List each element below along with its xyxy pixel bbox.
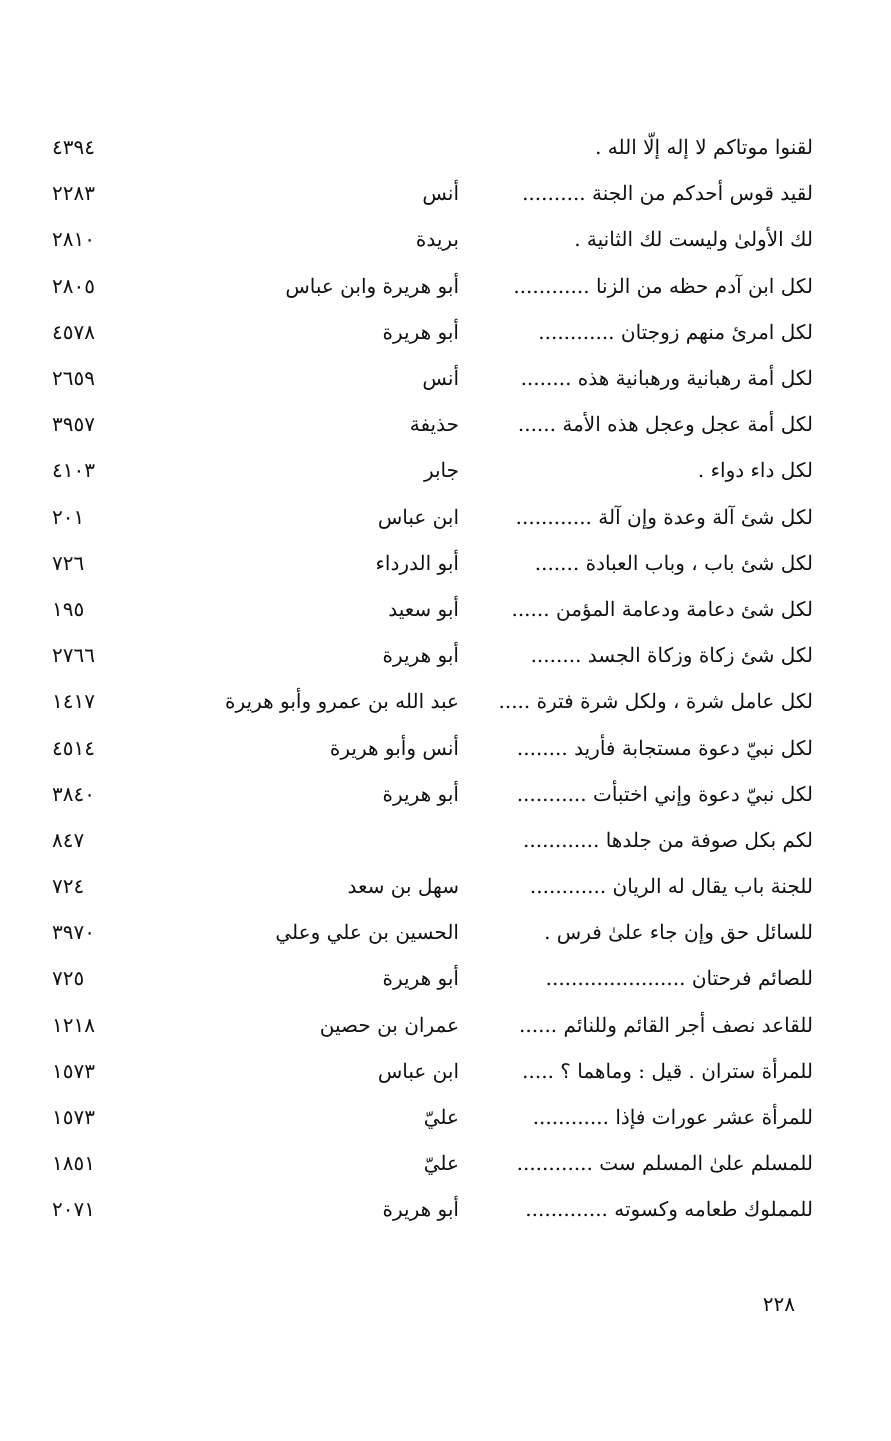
- narrator-name: أنس: [422, 181, 459, 206]
- narrator-name: عليّ: [423, 1105, 459, 1130]
- hadith-text: للمملوك طعامه وكسوته .............: [525, 1197, 813, 1222]
- index-row: [0, 1002, 891, 1048]
- index-row: [0, 632, 891, 678]
- index-row: [0, 1048, 891, 1094]
- hadith-text: لقنوا موتاكم لا إله إلّا الله .: [595, 135, 813, 160]
- hadith-text: لكل امرئ منهم زوجتان ............: [538, 319, 813, 344]
- index-row: [0, 124, 891, 170]
- hadith-number: ٢٠١: [52, 504, 85, 529]
- hadith-number: ٧٢٦: [52, 550, 85, 575]
- index-row: [0, 724, 891, 770]
- hadith-number: ١٥٧٣: [52, 1105, 95, 1130]
- index-row: [0, 355, 891, 401]
- hadith-number: ٧٢٤: [52, 874, 85, 899]
- hadith-text: لكل شئ آلة وعدة وإن آلة ............: [515, 504, 813, 529]
- hadith-text: للمرأة عشر عورات فإذا ............: [532, 1105, 813, 1130]
- narrator-name: سهل بن سعد: [347, 874, 459, 899]
- narrator-name: أبو هريرة: [382, 966, 459, 991]
- hadith-number: ٤٥٧٨: [52, 319, 95, 344]
- hadith-text: لقيد قوس أحدكم من الجنة ..........: [522, 181, 813, 206]
- hadith-number: ١٢١٨: [52, 1012, 95, 1037]
- hadith-text: للمرأة ستران . قيل : وماهما ؟ .....: [522, 1058, 813, 1083]
- hadith-number: ٣٩٧٠: [52, 920, 95, 945]
- narrator-name: ابن عباس: [377, 1058, 459, 1083]
- hadith-number: ١٨٥١: [52, 1151, 95, 1176]
- narrator-name: أبو سعيد: [388, 596, 459, 621]
- hadith-number: ٢٦٥٩: [52, 366, 95, 391]
- hadith-text: لكل شئ باب ، وباب العبادة .......: [534, 550, 813, 575]
- narrator-name: عمران بن حصين: [319, 1012, 459, 1037]
- hadith-number: ١٩٥: [52, 596, 85, 621]
- narrator-name: عبد الله بن عمرو وأبو هريرة: [224, 689, 459, 714]
- hadith-number: ٢٠٧١: [52, 1197, 95, 1222]
- narrator-name: أبو الدرداء: [375, 550, 459, 575]
- narrator-name: عليّ: [423, 1151, 459, 1176]
- narrator-name: أبو هريرة: [382, 1197, 459, 1222]
- page-number: ٢٢٨: [762, 1292, 795, 1316]
- index-row: [0, 955, 891, 1001]
- hadith-number: ٨٤٧: [52, 827, 85, 852]
- index-row: [0, 771, 891, 817]
- index-row: [0, 1140, 891, 1186]
- hadith-text: لكل نبيّ دعوة وإني اختبأت ...........: [516, 781, 813, 806]
- index-row: [0, 309, 891, 355]
- index-row: [0, 401, 891, 447]
- index-row: [0, 447, 891, 493]
- hadith-text: للسائل حق وإن جاء علىٰ فرس .: [544, 920, 813, 945]
- hadith-number: ١٥٧٣: [52, 1058, 95, 1083]
- hadith-number: ٤٣٩٤: [52, 135, 95, 160]
- index-row: [0, 678, 891, 724]
- index-row: [0, 216, 891, 262]
- hadith-index-list: [0, 124, 891, 1233]
- narrator-name: حذيفة: [409, 412, 459, 437]
- hadith-number: ٢٧٦٦: [52, 643, 95, 668]
- narrator-name: جابر: [423, 458, 459, 483]
- hadith-number: ٣٨٤٠: [52, 781, 95, 806]
- index-row: [0, 263, 891, 309]
- narrator-name: ابن عباس: [377, 504, 459, 529]
- hadith-text: للمسلم علىٰ المسلم ست ............: [516, 1151, 813, 1176]
- hadith-number: ٧٢٥: [52, 966, 85, 991]
- index-row: [0, 494, 891, 540]
- hadith-number: ٤٥١٤: [52, 735, 95, 760]
- hadith-number: ٢٨١٠: [52, 227, 95, 252]
- hadith-number: ٢٢٨٣: [52, 181, 95, 206]
- index-row: [0, 909, 891, 955]
- hadith-text: لكل ابن آدم حظه من الزنا ............: [513, 273, 813, 298]
- hadith-text: لكل داء دواء .: [697, 458, 813, 483]
- hadith-number: ٣٩٥٧: [52, 412, 95, 437]
- hadith-text: للجنة باب يقال له الريان ............: [529, 874, 813, 899]
- narrator-name: الحسين بن علي وعلي: [275, 920, 459, 945]
- hadith-text: لك الأولىٰ وليست لك الثانية .: [574, 227, 813, 252]
- index-row: [0, 170, 891, 216]
- hadith-text: لكل عامل شرة ، ولكل شرة فترة .....: [498, 689, 813, 714]
- hadith-text: لكل أمة عجل وعجل هذه الأمة ......: [517, 412, 813, 437]
- index-row: [0, 863, 891, 909]
- index-row: [0, 1186, 891, 1232]
- hadith-text: لكل نبيّ دعوة مستجابة فأريد ........: [516, 735, 813, 760]
- narrator-name: أبو هريرة: [382, 643, 459, 668]
- hadith-text: للقاعد نصف أجر القائم وللنائم ......: [519, 1012, 813, 1037]
- hadith-text: لكل شئ زكاة وزكاة الجسد ........: [530, 643, 813, 668]
- hadith-text: لكل أمة رهبانية ورهبانية هذه ........: [520, 366, 813, 391]
- narrator-name: أبو هريرة وابن عباس: [285, 273, 459, 298]
- hadith-number: ٤١٠٣: [52, 458, 95, 483]
- hadith-text: لكل شئ دعامة ودعامة المؤمن ......: [511, 596, 813, 621]
- narrator-name: أبو هريرة: [382, 319, 459, 344]
- narrator-name: أنس وأبو هريرة: [329, 735, 459, 760]
- narrator-name: أنس: [422, 366, 459, 391]
- index-row: [0, 540, 891, 586]
- hadith-number: ٢٨٠٥: [52, 273, 95, 298]
- index-row: [0, 1094, 891, 1140]
- index-row: [0, 586, 891, 632]
- narrator-name: بريدة: [415, 227, 459, 252]
- hadith-number: ١٤١٧: [52, 689, 95, 714]
- narrator-name: أبو هريرة: [382, 781, 459, 806]
- hadith-text: للصائم فرحتان ......................: [545, 966, 813, 991]
- hadith-text: لكم بكل صوفة من جلدها ............: [523, 827, 813, 852]
- index-row: [0, 817, 891, 863]
